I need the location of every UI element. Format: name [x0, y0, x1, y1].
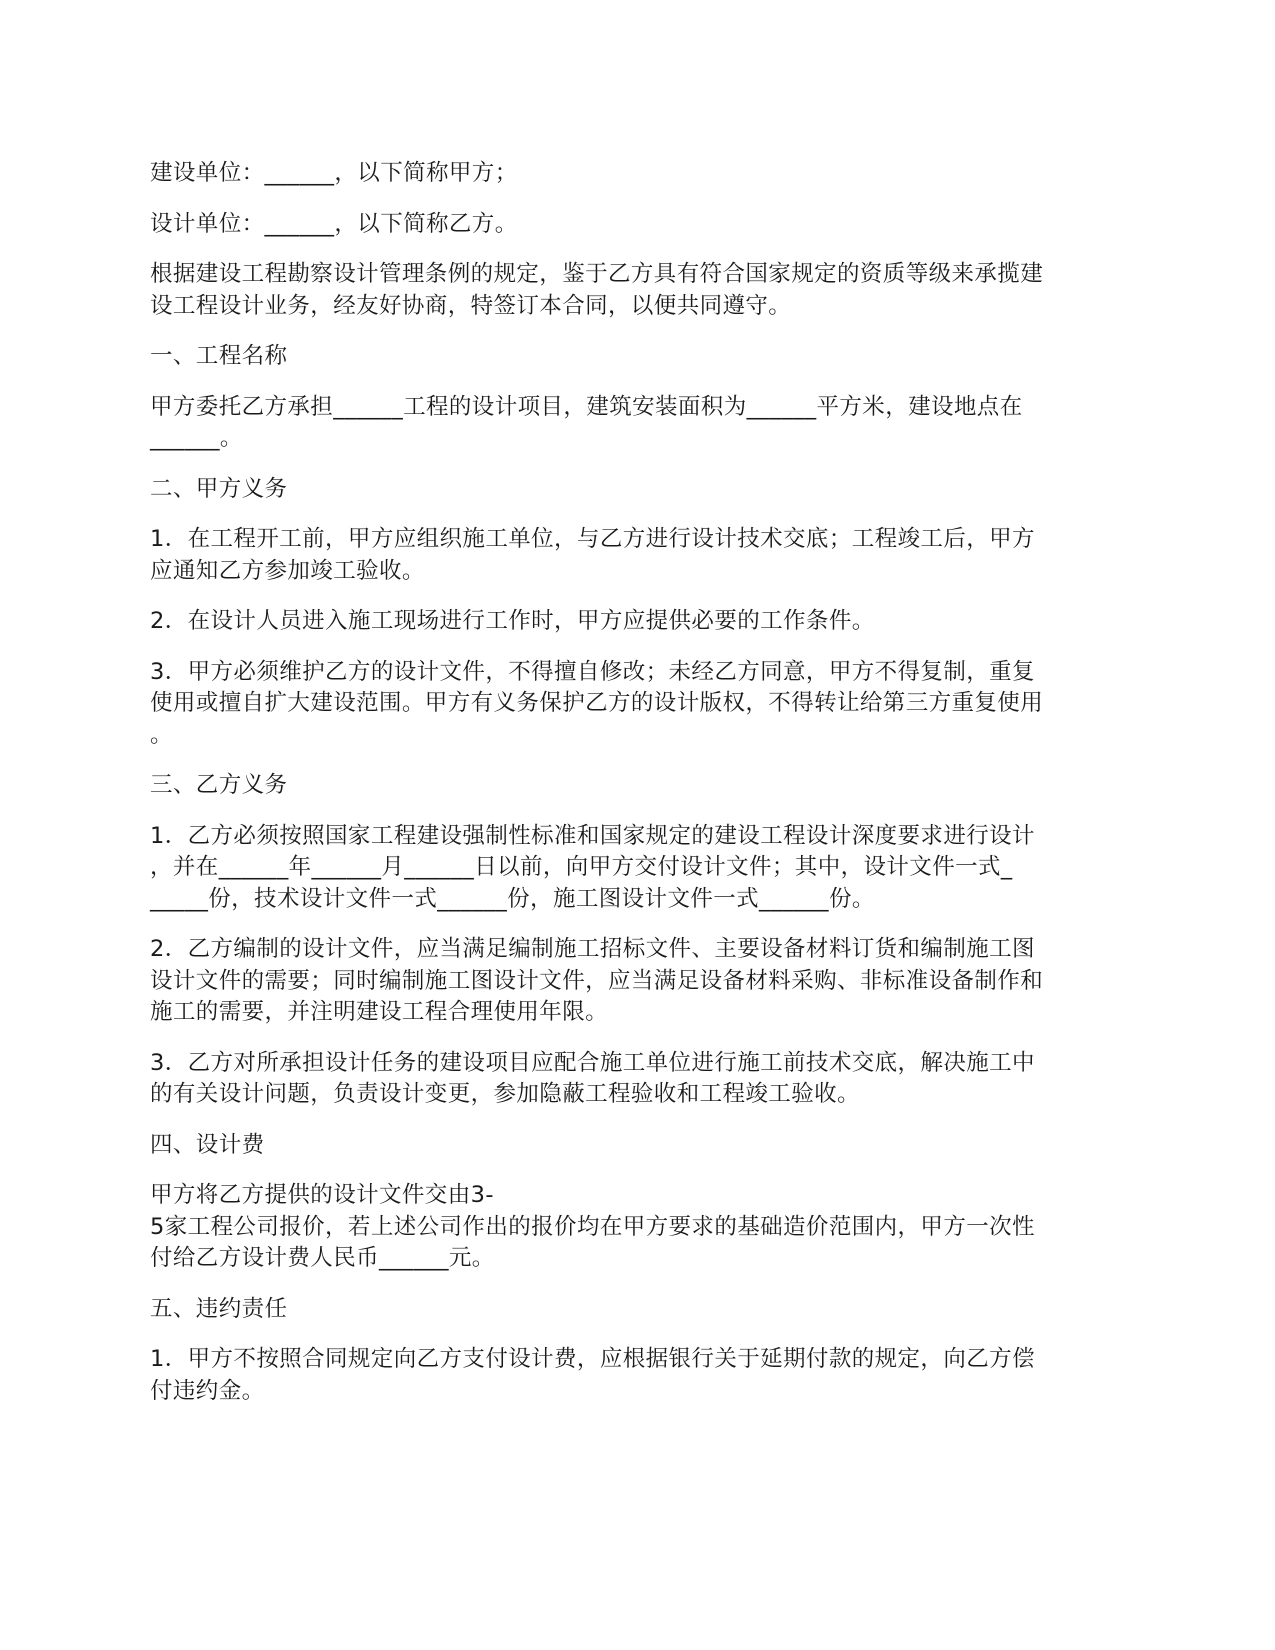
- paragraph: [150, 1048, 1125, 1111]
- text-line: 设计单位：______，以下简称乙方。: [150, 210, 518, 237]
- text-line: 一、工程名称: [150, 343, 288, 369]
- text-line: 三、乙方义务: [150, 772, 288, 798]
- text-line: 1．乙方必须按照国家工程建设强制性标准和国家规定的建设工程设计深度要求进行设计: [150, 822, 1035, 849]
- section-heading: [150, 341, 1125, 373]
- paragraph: [150, 657, 1125, 752]
- text-line: 的有关设计问题，负责设计变更，参加隐蔽工程验收和工程竣工验收。: [150, 1081, 860, 1107]
- text-line: 1．在工程开工前，甲方应组织施工单位，与乙方进行设计技术交底；工程竣工后，甲方: [150, 526, 1035, 552]
- paragraph: [150, 158, 1125, 190]
- text-line: ______。: [150, 425, 243, 451]
- text-line: 五、违约责任: [150, 1295, 288, 1322]
- text-line: 。: [150, 721, 173, 748]
- text-line: 建设单位：______，以下简称甲方；: [150, 160, 518, 186]
- text-line: 3．乙方对所承担设计任务的建设项目应配合施工单位进行施工前技术交底，解决施工中: [150, 1049, 1035, 1076]
- document-body: [150, 158, 1125, 1426]
- text-line: 3．甲方必须维护乙方的设计文件，不得擅自修改；未经乙方同意，甲方不得复制，重复: [150, 658, 1035, 685]
- text-line: 甲方委托乙方承担______工程的设计项目，建筑安装面积为______平方米，建设地点在: [150, 393, 1023, 420]
- paragraph: [150, 259, 1125, 322]
- text-line: 根据建设工程勘察设计管理条例的规定，鉴于乙方具有符合国家规定的资质等级来承揽建: [150, 261, 1044, 287]
- text-line: 5家工程公司报价，若上述公司作出的报价均在甲方要求的基础造价范围内，甲方一次性: [150, 1213, 1035, 1240]
- text-line: 设工程设计业务，经友好协商，特签订本合同，以便共同遵守。: [150, 292, 792, 319]
- text-line: 二、甲方义务: [150, 475, 288, 502]
- paragraph: [150, 1180, 1125, 1275]
- text-line: _____份，技术设计文件一式______份，施工图设计文件一式______份。: [150, 885, 875, 912]
- text-line: 应通知乙方参加竣工验收。: [150, 557, 425, 584]
- paragraph: [150, 934, 1125, 1029]
- paragraph: [150, 392, 1125, 455]
- text-line: 1．甲方不按照合同规定向乙方支付设计费，应根据银行关于延期付款的规定，向乙方偿: [150, 1346, 1035, 1372]
- paragraph: [150, 1344, 1125, 1407]
- section-heading: [150, 1130, 1125, 1162]
- section-heading: [150, 474, 1125, 506]
- section-heading: [150, 770, 1125, 802]
- text-line: ，并在______年______月______日以前，向甲方交付设计文件；其中，设计文件一式_: [150, 854, 1013, 880]
- section-heading: [150, 1294, 1125, 1326]
- paragraph: [150, 821, 1125, 916]
- text-line: 施工的需要，并注明建设工程合理使用年限。: [150, 999, 609, 1025]
- paragraph: [150, 606, 1125, 638]
- text-line: 2．在设计人员进入施工现场进行工作时，甲方应提供必要的工作条件。: [150, 608, 875, 634]
- text-line: 付给乙方设计费人民币______元。: [150, 1245, 495, 1271]
- text-line: 四、设计费: [150, 1131, 265, 1158]
- text-line: 使用或擅自扩大建设范围。甲方有义务保护乙方的设计版权，不得转让给第三方重复使用: [150, 690, 1044, 716]
- text-line: 甲方将乙方提供的设计文件交由3-: [150, 1182, 494, 1208]
- text-line: 设计文件的需要；同时编制施工图设计文件，应当满足设备材料采购、非标准设备制作和: [150, 967, 1044, 994]
- text-line: 2．乙方编制的设计文件，应当满足编制施工招标文件、主要设备材料订货和编制施工图: [150, 936, 1035, 962]
- paragraph: [150, 524, 1125, 587]
- paragraph: [150, 209, 1125, 241]
- text-line: 付违约金。: [150, 1377, 265, 1404]
